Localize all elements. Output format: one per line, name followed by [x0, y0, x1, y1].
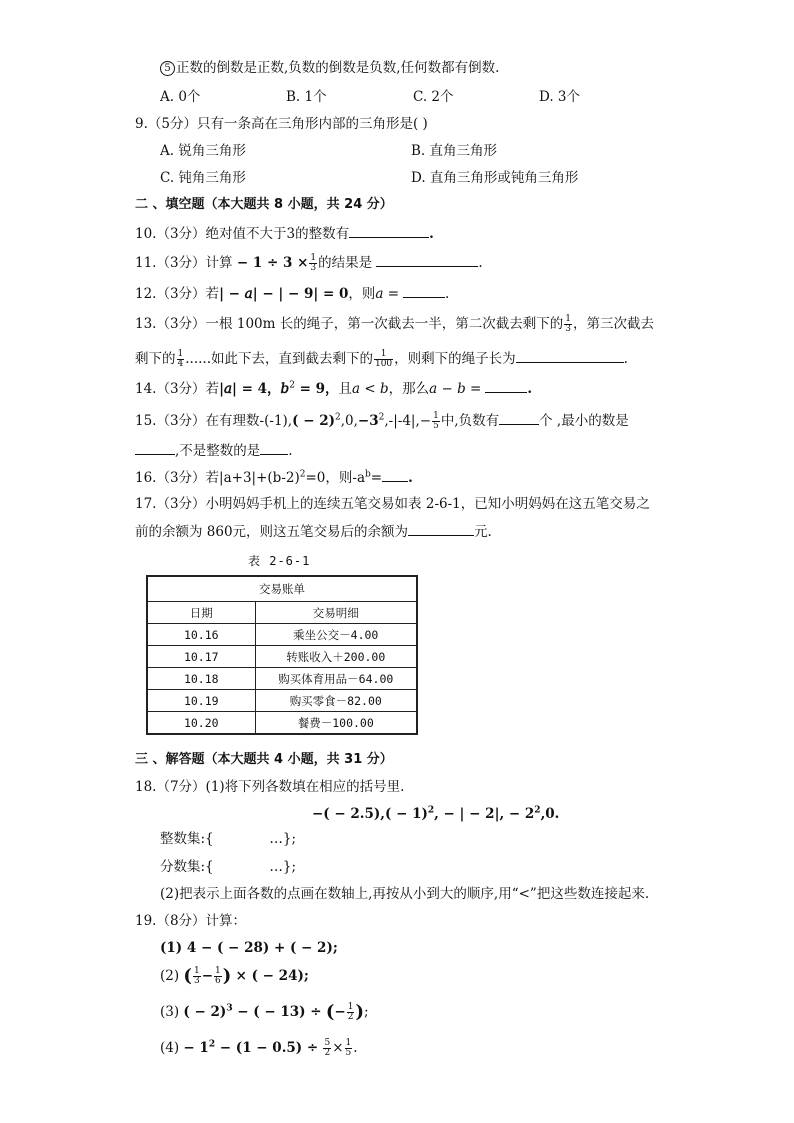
q15-line2: ,不是整数的是 . — [135, 440, 293, 461]
answer-blank[interactable] — [403, 283, 445, 298]
circled-number: 5 — [160, 61, 175, 76]
q9-option-d: D. 直角三角形或钝角三角形 — [411, 170, 579, 186]
fraction: $\frac{1}{5}$ — [345, 1038, 352, 1058]
table-title-row — [147, 576, 417, 602]
transaction-table — [146, 575, 418, 735]
fraction: $\frac{1}{100}$ — [374, 349, 393, 369]
q16: 16.（3分）若$|a+3|+(b-2)^2=0$，则$-a^b=$ . — [135, 467, 413, 488]
q17-line1: 17.（3分）小明妈妈手机上的连续五笔交易如表 2-6-1，已知小明妈妈在这五笔交易之 — [135, 496, 650, 512]
q8-option-c: C. 2个 — [413, 89, 454, 105]
q9-option-a: A. 锐角三角形 — [160, 143, 246, 159]
q8-option-b: B. 1个 — [286, 89, 327, 105]
fraction: $\frac{1}{3}$ — [310, 253, 317, 273]
q9-option-c: C. 钝角三角形 — [160, 170, 246, 186]
answer-blank[interactable] — [408, 521, 474, 536]
q17-line2: 前的余额为 860元，则这五笔交易后的余额为 元. — [135, 521, 492, 542]
table-row: 10.16 乘坐公交－4.00 — [147, 624, 417, 646]
col-header-date: 日期 — [147, 602, 255, 624]
q15-line1: 15.（3分）在有理数$-(-1),( - 2)^2,0,-3^2,-|-4|,-$ $\frac{1}{5}$ 中,负数有 个 ,最小的数是 — [135, 411, 629, 431]
fraction: $\frac{1}{3}$ — [193, 966, 200, 986]
q18-integer-set: 整数集:{ …}; — [160, 831, 297, 847]
q14: 14.（3分）若|𝑎| = 4，𝑏$^2$ = 9，且𝑎 < 𝑏，那么𝑎 − 𝑏 = . — [135, 378, 532, 399]
q13-line1: 13.（3分）一根 100m 长的绳子，第一次截去一半，第二次截去剩下的 $\frac{1}{3}$ ，第三次截去 — [135, 314, 654, 334]
answer-blank[interactable] — [260, 440, 288, 455]
q18-part2: (2)把表示上面各数的点画在数轴上,再按从小到大的顺序,用“<”把这些数连接起来. — [160, 886, 650, 902]
q19-title: 19.（8分）计算： — [135, 913, 247, 929]
q18-line1: 18.（7分）(1)将下列各数填在相应的括号里. — [135, 779, 405, 795]
q19-part3: (3) ( − 2)$^3$ − ( − 13) ÷ (− $\frac{1}{2}$ ); — [160, 1001, 369, 1023]
answer-blank[interactable] — [382, 467, 408, 482]
answer-blank[interactable] — [349, 223, 429, 238]
q18-expression: −( − $2.5),( - 1)^2$, − | − 2|, − $2^2,0$. — [312, 805, 560, 822]
q19-part1: (1) 4 − ( − 28) + ( − 2); — [160, 940, 338, 956]
q10: 10.（3分）绝对值不大于3的整数有 . — [135, 223, 434, 244]
q13-line2: 剩下的 $\frac{1}{4}$ ......如此下去，直到截去剩下的 $\frac{1}{100}$ ，则剩下的绳子长为 . — [135, 349, 628, 369]
answer-blank[interactable] — [516, 348, 624, 363]
section2-title: 二 、填空题（本大题共 8 小题，共 24 分） — [135, 197, 393, 212]
table-header-row — [147, 602, 417, 624]
q19-part4: $(4) - 1^2 - (1 - 0.5)$ ÷ $\frac{5}{2}$ × $\frac{1}{5}$ . — [160, 1038, 358, 1058]
q9-stem: 9.（5分）只有一条高在三角形内部的三角形是( ) — [135, 116, 428, 132]
q8-option-d: D. 3个 — [539, 89, 581, 105]
answer-blank[interactable] — [135, 440, 175, 455]
q9-option-b: B. 直角三角形 — [411, 143, 498, 159]
col-header-detail: 交易明细 — [255, 602, 417, 624]
answer-blank[interactable] — [376, 252, 478, 267]
fraction: $\frac{1}{5}$ — [433, 411, 439, 431]
fraction: $\frac{1}{4}$ — [177, 349, 184, 369]
fraction: $\frac{1}{3}$ — [565, 314, 571, 334]
q18-fraction-set: 分数集:{ …}; — [160, 859, 297, 875]
table-row: 10.17 转账收入＋200.00 — [147, 646, 417, 668]
section3-title: 三 、解答题（本大题共 4 小题，共 31 分） — [135, 752, 393, 767]
q12: 12.（3分）若| − 𝑎| − | − 9| = 0，则𝑎 = . — [135, 283, 449, 304]
table-caption: 表 2-6-1 — [248, 554, 311, 568]
q19-part2: (2) ( $\frac{1}{3}$ − $\frac{1}{6}$ ) × ( − 24); — [160, 965, 309, 987]
table-row: 10.20 餐费－100.00 — [147, 712, 417, 735]
q8-option-a: A. 0个 — [160, 89, 201, 105]
answer-blank[interactable] — [499, 410, 539, 425]
table-row: 10.18 购买体育用品－64.00 — [147, 668, 417, 690]
fraction: $\frac{5}{2}$ — [324, 1038, 331, 1058]
q11: 11.（3分）计算 − 1 ÷ 3 × $\frac{1}{3}$ 的结果是 . — [135, 253, 483, 273]
answer-blank[interactable] — [485, 378, 527, 393]
table-title: 交易账单 — [147, 576, 417, 602]
fraction: $\frac{1}{6}$ — [215, 966, 221, 986]
q8-item5: 5 正数的倒数是正数,负数的倒数是负数,任何数都有倒数. — [160, 58, 499, 78]
fraction: $\frac{1}{2}$ — [347, 1002, 354, 1022]
table-row: 10.19 购买零食－82.00 — [147, 690, 417, 712]
